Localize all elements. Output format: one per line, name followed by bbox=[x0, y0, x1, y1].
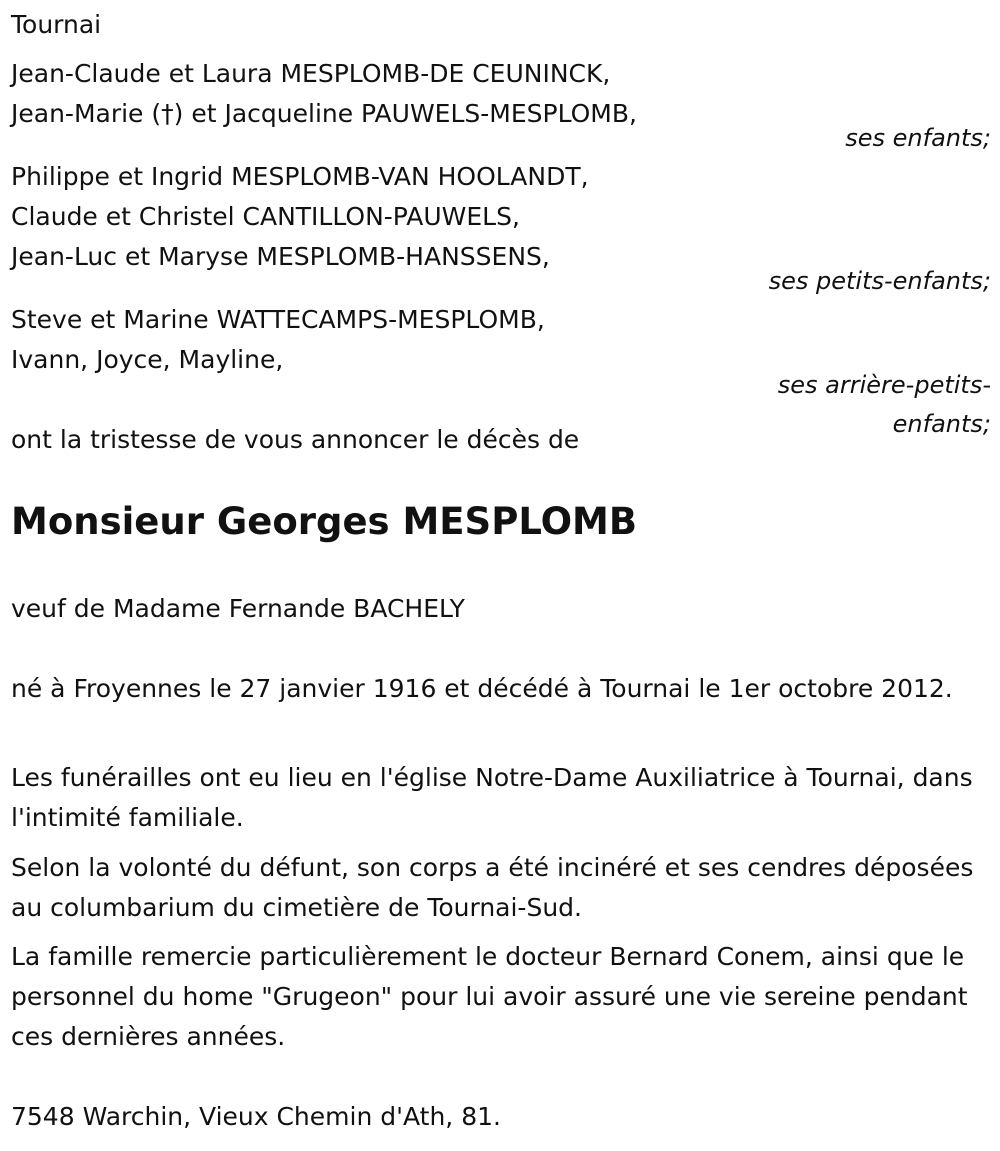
paragraph-thanks: La famille remercie particulièrement le docteur Bernard Conem, ainsi que le personnel du home "Grugeon" pour lui avoir assuré une vie sereine pendant ces dernières années. bbox=[11, 942, 968, 1051]
great-grandchild-line: Ivann, Joyce, Mayline, bbox=[11, 345, 284, 374]
great-grandchild-line: Steve et Marine WATTECAMPS-MESPLOMB, bbox=[11, 305, 545, 334]
child-line: Jean-Marie (†) et Jacqueline PAUWELS-MESPLOMB, bbox=[11, 99, 637, 128]
child-line: Jean-Claude et Laura MESPLOMB-DE CEUNINCK, bbox=[11, 59, 611, 88]
announcement-text: ont la tristesse de vous annoncer le décès de bbox=[11, 425, 580, 454]
grandchildren-role: ses petits-enfants; bbox=[768, 267, 991, 295]
great-grandchildren-role-line1: ses arrière-petits- bbox=[777, 371, 991, 399]
widower-text: veuf de Madame Fernande BACHELY bbox=[11, 594, 465, 623]
great-grandchildren-role-line2: enfants; bbox=[892, 410, 991, 438]
paragraph-cremation: Selon la volonté du défunt, son corps a été incinéré et ses cendres déposées au columbarium du cimetière de Tournai-Sud. bbox=[11, 853, 974, 922]
city-heading: Tournai bbox=[11, 10, 102, 39]
deceased-name: Monsieur Georges MESPLOMB bbox=[11, 500, 638, 543]
paragraph-birth-death: né à Froyennes le 27 janvier 1916 et décédé à Tournai le 1er octobre 2012. bbox=[11, 674, 953, 703]
grandchild-line: Claude et Christel CANTILLON-PAUWELS, bbox=[11, 202, 520, 231]
grandchild-line: Philippe et Ingrid MESPLOMB-VAN HOOLANDT, bbox=[11, 162, 589, 191]
paragraph-funeral: Les funérailles ont eu lieu en l'église Notre-Dame Auxiliatrice à Tournai, dans l'intimité familiale. bbox=[11, 763, 973, 832]
address-text: 7548 Warchin, Vieux Chemin d'Ath, 81. bbox=[11, 1102, 501, 1131]
children-role: ses enfants; bbox=[845, 124, 991, 152]
grandchild-line: Jean-Luc et Maryse MESPLOMB-HANSSENS, bbox=[11, 242, 550, 271]
